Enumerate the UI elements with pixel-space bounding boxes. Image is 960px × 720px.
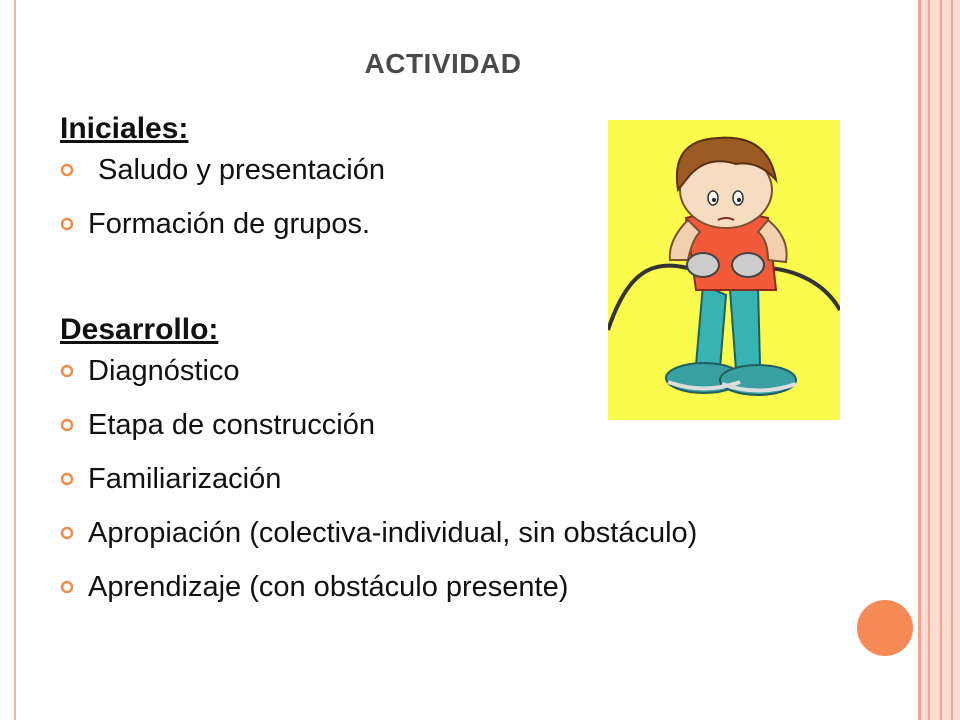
list-item-text: Aprendizaje (con obstáculo presente) <box>88 571 569 603</box>
list-item <box>60 516 738 550</box>
cartoon-boy-icon <box>608 120 840 420</box>
list-item <box>60 570 840 604</box>
right-border-line <box>928 0 930 720</box>
section-heading-iniciales: Iniciales: <box>60 112 189 145</box>
circle-bullet-icon <box>60 217 74 231</box>
section-heading-desarrollo: Desarrollo: <box>60 313 219 346</box>
circle-bullet-icon <box>60 580 74 594</box>
list-item <box>60 462 840 496</box>
circle-bullet-icon <box>60 418 74 432</box>
circle-bullet-icon <box>60 163 74 177</box>
right-border-line <box>940 0 942 720</box>
circle-bullet-icon <box>60 526 74 540</box>
boy-with-cable-illustration <box>608 120 840 420</box>
list-item-text: Diagnóstico <box>88 355 240 387</box>
list-item-text: Etapa de construcción <box>88 409 375 441</box>
right-border-line <box>918 0 921 720</box>
circle-bullet-icon <box>60 472 74 486</box>
slide-title: ACTIVIDAD <box>364 48 522 79</box>
list-item-text: Apropiación (colectiva-individual, sin obstáculo) <box>88 517 698 549</box>
circle-bullet-icon <box>60 364 74 378</box>
right-border-line <box>951 0 953 720</box>
right-decorative-band <box>918 0 960 720</box>
left-border-line <box>14 0 16 720</box>
list-item-text: Formación de grupos. <box>88 208 371 240</box>
list-item-text: Familiarización <box>88 463 282 495</box>
list-item-text: Saludo y presentación <box>98 154 385 186</box>
orange-circle-decoration <box>857 600 913 656</box>
